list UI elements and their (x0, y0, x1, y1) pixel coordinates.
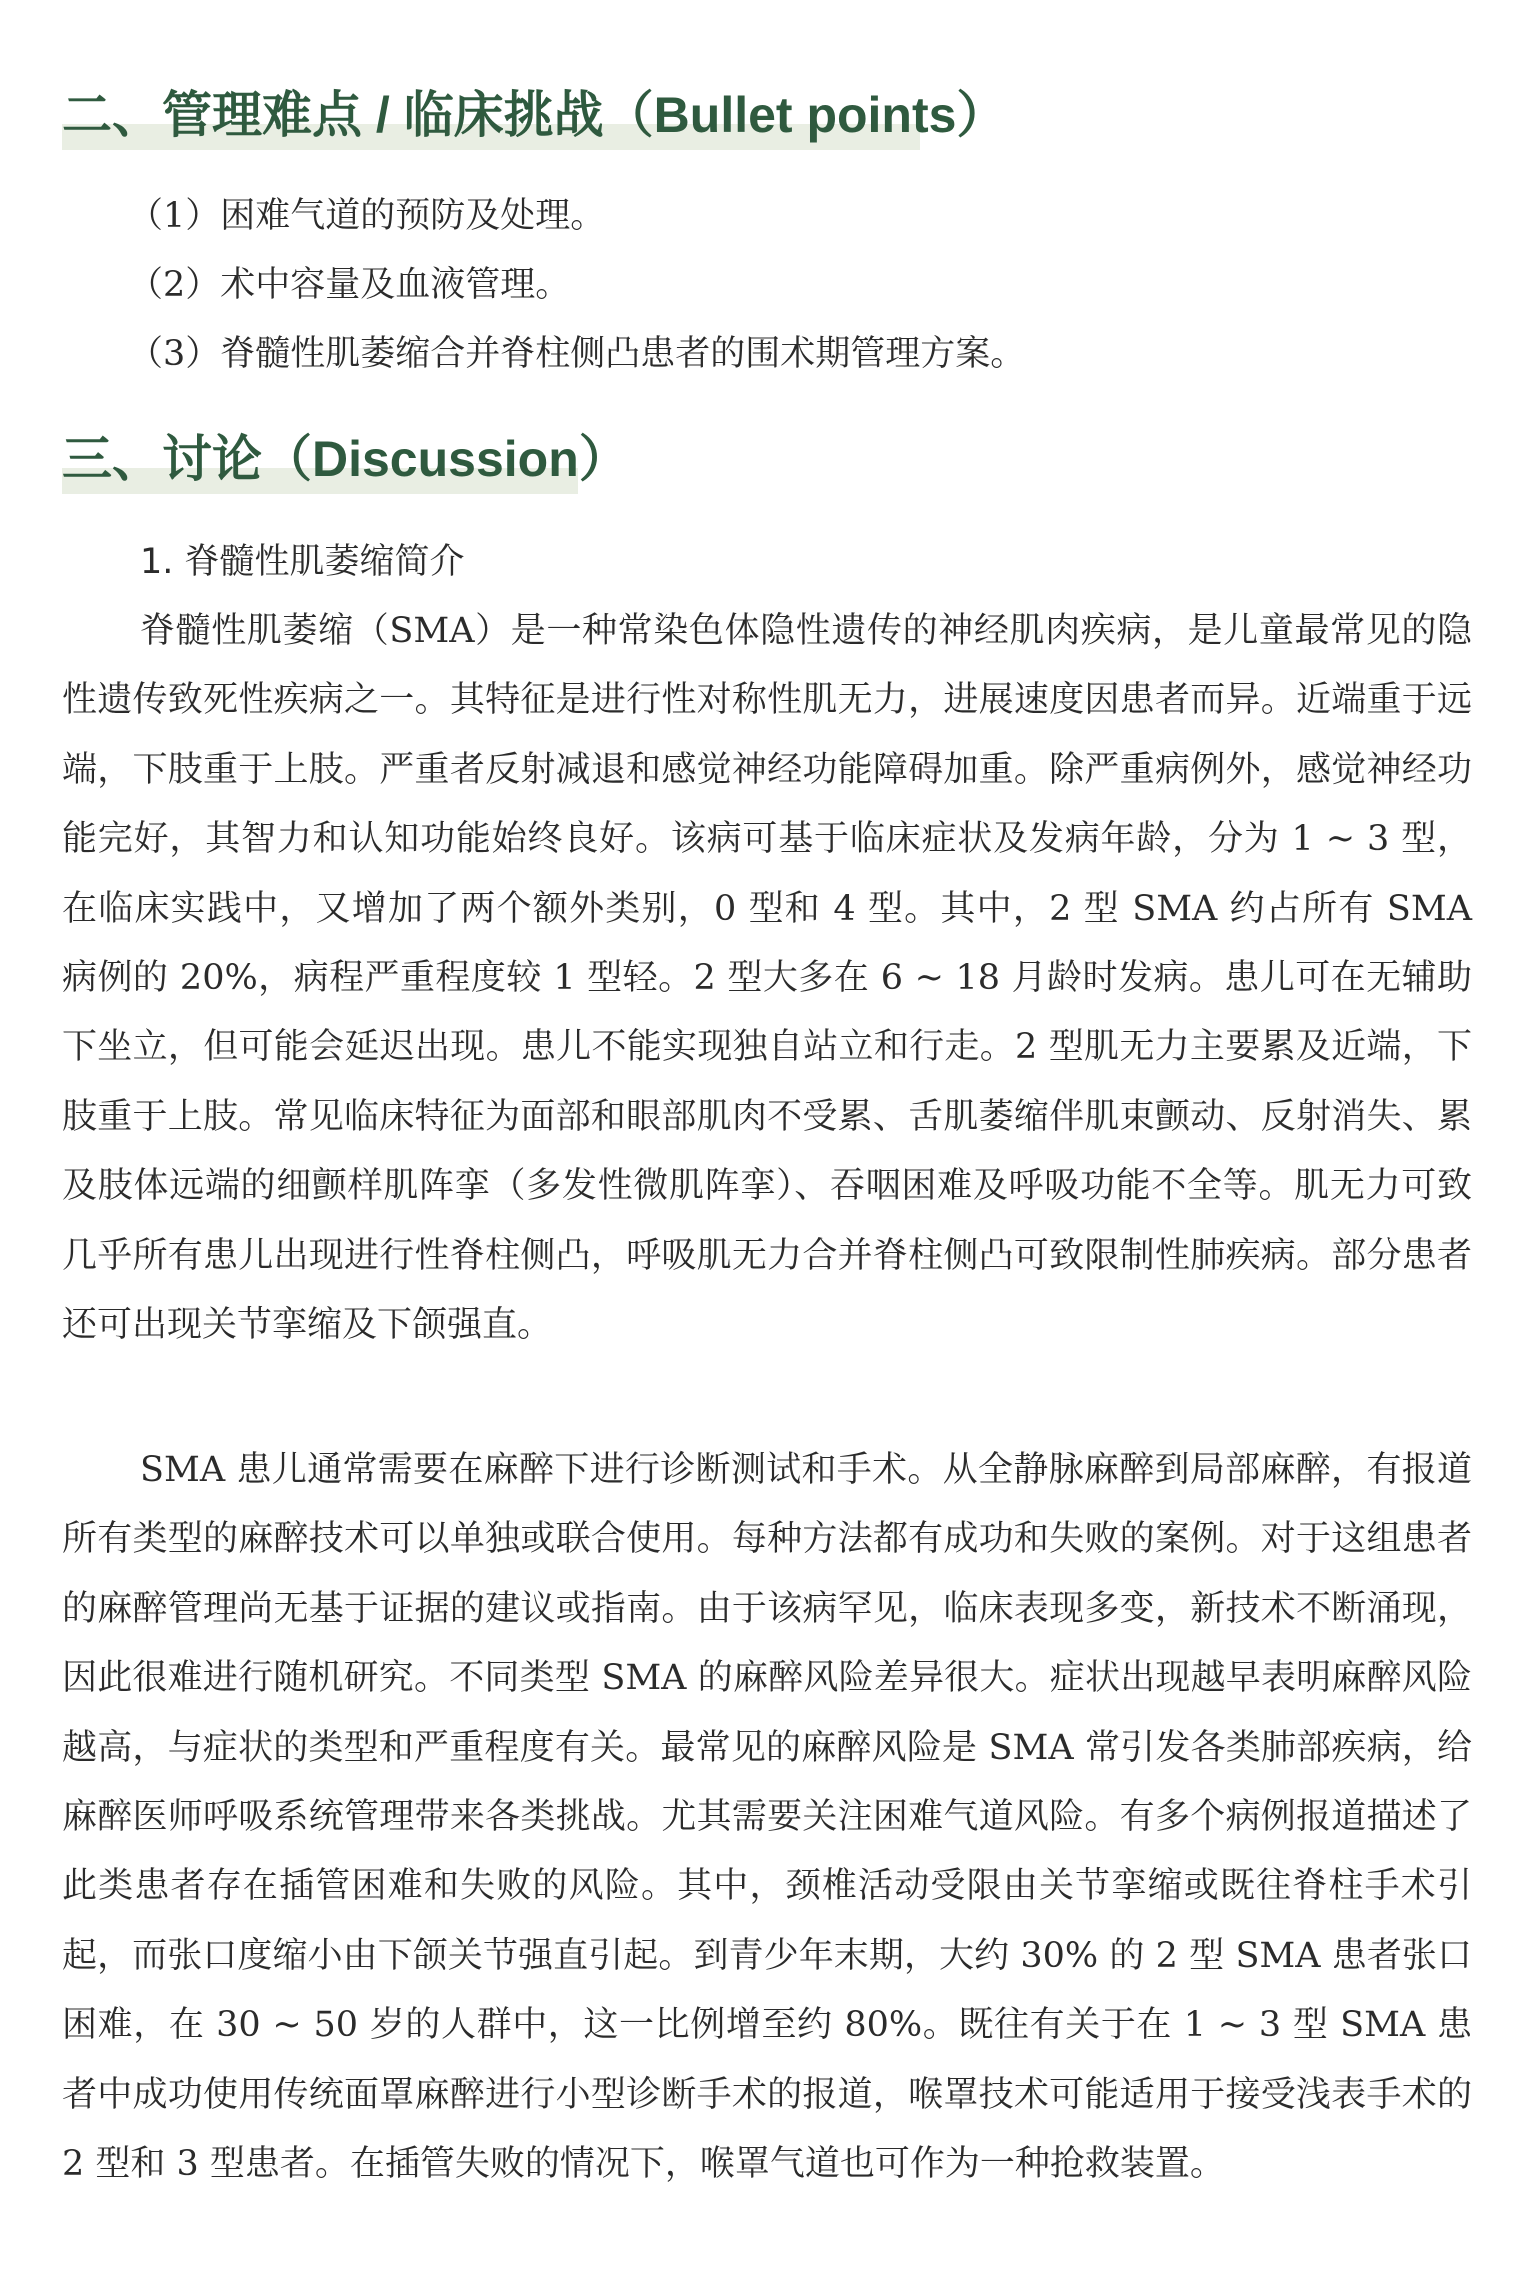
section-heading-text: 二、管理难点 / 临床挑战（Bullet points） (62, 87, 1007, 143)
section-heading-challenges (62, 84, 1006, 146)
list-item: （2）术中容量及血液管理。 (128, 265, 571, 305)
body-paragraph: SMA 患儿通常需要在麻醉下进行诊断测试和手术。从全静脉麻醉到局部麻醉，有报道所有类型的麻醉技术可以单独或联合使用。每种方法都有成功和失败的案例。对于这组患者的麻醉管理尚无基于证据的建议或指南。由于该病罕见，临床表现多变，新技术不断涌现，因此很难进行随机研究。不同类型 SMA 的麻醉风险差异很大。症状出现越早表明麻醉风险越高，与症状的类型和严重程度有关。最常见的麻醉风险是 SMA 常引发各类肺部疾病，给麻醉医师呼吸系统管理带来各类挑战。尤其需要关注困难气道风险。有多个病例报道描述了此类患者存在插管困难和失败的风险。其中，颈椎活动受限由关节挛缩或既往脊柱手术引起，而张口度缩小由下颌关节强直引起。到青少年末期，大约 30% 的 2 型 SMA 患者张口困难，在 30 ~ 50 岁的人群中，这一比例增至约 80%。既往有关于在 1 ~ 3 型 SMA 患者中成功使用传统面罩麻醉进行小型诊断手术的报道，喉罩技术可能适用于接受浅表手术的 2 型和 3 型患者。在插管失败的情况下，喉罩气道也可作为一种抢救装置。 (62, 1450, 1472, 2185)
section-heading-text: 三、讨论（Discussion） (62, 431, 629, 487)
list-item: （3）脊髓性肌萎缩合并脊柱侧凸患者的围术期管理方案。 (128, 334, 1026, 374)
body-paragraph: 脊髓性肌萎缩（SMA）是一种常染色体隐性遗传的神经肌肉疾病，是儿童最常见的隐性遗传致死性疾病之一。其特征是进行性对称性肌无力，进展速度因患者而异。近端重于远端，下肢重于上肢。严重者反射减退和感觉神经功能障碍加重。除严重病例外，感觉神经功能完好，其智力和认知功能始终良好。该病可基于临床症状及发病年龄，分为 1 ~ 3 型，在临床实践中，又增加了两个额外类别，0 型和 4 型。其中，2 型 SMA 约占所有 SMA 病例的 20%，病程严重程度较 1 型轻。2 型大多在 6 ~ 18 月龄时发病。患儿可在无辅助下坐立，但可能会延迟出现。患儿不能实现独自站立和行走。2 型肌无力主要累及近端，下肢重于上肢。常见临床特征为面部和眼部肌肉不受累、舌肌萎缩伴肌束颤动、反射消失、累及肢体远端的细颤样肌阵挛（多发性微肌阵挛）、吞咽困难及呼吸功能不全等。肌无力可致几乎所有患儿出现进行性脊柱侧凸，呼吸肌无力合并脊柱侧凸可致限制性肺疾病。部分患者还可出现关节挛缩及下颌强直。 (62, 611, 1472, 1346)
challenge-list (128, 186, 1025, 393)
list-item: （1）困难气道的预防及处理。 (128, 196, 606, 236)
section-heading-discussion (62, 428, 629, 490)
subsection-title: 1. 脊髓性肌萎缩简介 (140, 542, 465, 582)
